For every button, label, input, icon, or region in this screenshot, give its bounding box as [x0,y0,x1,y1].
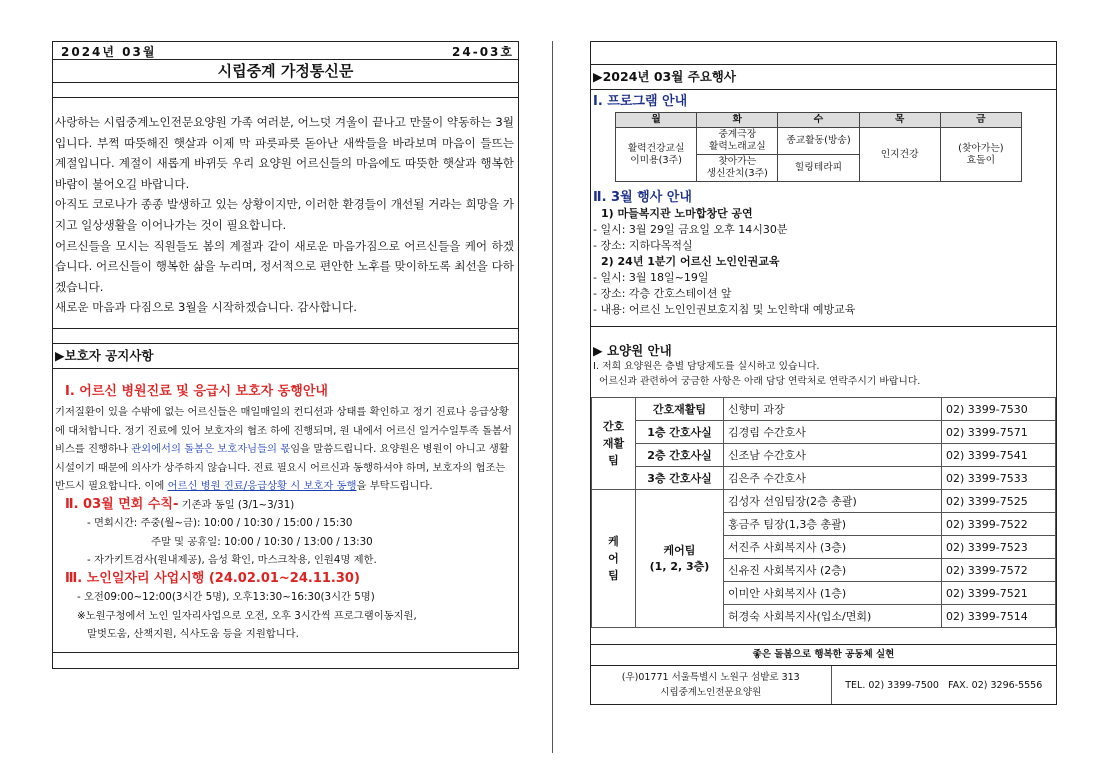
issue-number: 24-03호 [452,45,514,59]
event-1-date: - 일시: 3월 29일 금요일 오후 14시30분 [593,223,788,236]
staff-phone: 02) 3399-7522 [942,513,1056,536]
staff-name: 신조남 수간호사 [724,444,942,467]
day-header: 목 [859,113,940,128]
program-fri: (찾아가는) 효돌이 [940,128,1021,182]
staff-name: 신향미 과장 [724,398,942,421]
left-column [52,41,519,669]
guardian-notice-heading: ▶보호자 공지사항 [55,347,154,363]
staff-unit: 1층 간호사실 [636,421,724,444]
visit-rules-title: Ⅱ. 03월 면회 수칙- 기존과 동일 (3/1~3/31) [65,496,295,512]
staff-unit: 3층 간호사실 [636,467,724,490]
event-title: Ⅱ. 3월 행사 안내 [593,190,692,205]
intro-paragraph: 사랑하는 시립중계노인전문요양원 가족 여러분, 어느덧 겨울이 끝나고 만물이 약동하는 3월입니다. 부쩍 따뜻해진 햇살과 이제 막 파릇파릇 돋아난 새싹들을 바라보며 마음이 들뜨는 계절입니다. 계절이 새롭게 바뀌듯 우리 요양원 어르신들의 마음에도 따뜻한 햇살과 행복한 바람이 불어오길 바랍니다. [55,115,514,191]
staff-name: 신유진 사회복지사 (2층) [724,559,942,582]
day-header: 수 [778,113,859,128]
weekly-program-table [615,112,1022,182]
program-wed-1: 종교활동(방송) [778,128,859,155]
footer-address-block [591,666,831,704]
event-2-date: - 일시: 3월 18일~19일 [593,271,709,284]
staff-name: 김경림 수간호사 [724,421,942,444]
event-1-place: - 장소: 지하다목적실 [593,239,693,252]
facility-line-1: Ⅰ. 저희 요양원은 층별 담당제도를 실시하고 있습니다. [593,361,820,372]
staff-name: 서진주 사회복지사 (3층) [724,536,942,559]
contact-numbers: TEL. 02) 3399-7500 FAX. 02) 3296-5556 [845,679,1043,691]
staff-phone: 02) 3399-7572 [942,559,1056,582]
column-divider [552,41,553,753]
program-tue-1: 중계극장 활력노래교실 [697,128,778,155]
staff-contact-table [591,397,1056,628]
slogan: 좋은 돌봄으로 행복한 공동체 실현 [752,649,895,660]
senior-job-note-cont: 말벗도움, 산책지원, 식사도움 등을 지원합니다. [87,628,299,641]
staff-unit: 2층 간호사실 [636,444,724,467]
day-header: 월 [616,113,697,128]
staff-name: 김성자 선임팀장(2층 총괄) [724,490,942,513]
escort-link[interactable]: 어르신 병원 진료/응급상황 시 보호자 동행 [167,480,357,493]
nursing-team-label: 간호 재활 팀 [592,398,636,490]
staff-unit: 간호재활팀 [636,398,724,421]
event-2-title: 2) 24년 1분기 어르신 노인인권교육 [601,255,780,268]
events-section [591,90,1056,326]
staff-name: 김은주 수간호사 [724,467,942,490]
facility-heading: ▶ 요양원 안내 [593,343,672,358]
visit-requirements: - 자가키트검사(원내제공), 음성 확인, 마스크착용, 인원4명 제한. [87,554,377,567]
day-header: 금 [940,113,1021,128]
event-1-title: 1) 마들복지관 노마합창단 공연 [601,207,753,220]
event-2-content: - 내용: 어르신 노인인권보호지침 및 노인학대 예방교육 [593,303,856,316]
staff-phone: 02) 3399-7514 [942,605,1056,628]
hospital-visit-text: 기저질환이 있을 수밖에 없는 어르신들은 매일매일의 컨디션과 상태를 확인하고 정기 진료나 응급상황에 대처합니다. 정기 진료에 있어 보호자의 협조 하에 진행되며, 원 내에서 어르신 일거수일투족 돌봄서비스를 진행하나 관외에서의 돌봄은 보호자님들의 몫임을 말씀드립니다. 요양원은 병원이 아니고 생활시설이기 때문에 의사가 상주하지 않습니다. 진료 필요시 어르신과 동행하셔야 하며, 보호자의 협조는 반드시 필요합니다. 이에 어르신 병원 진료/응급상황 시 보호자 동행을 부탁드립니다. [55,406,512,493]
footer-info [591,666,1056,704]
facility-section [591,327,1056,644]
program-wed-2: 힐링테라피 [778,155,859,182]
intro-paragraph: 아직도 코로나가 종종 발생하고 있는 상황이지만, 이러한 환경들이 개선될 거라는 희망을 가지고 일상생활을 이어나가는 것이 필요합니다. [55,197,514,232]
staff-phone: 02) 3399-7571 [942,421,1056,444]
dateline [53,42,518,59]
events-heading: ▶2024년 03월 주요행사 [593,69,736,84]
staff-phone: 02) 3399-7525 [942,490,1056,513]
program-thu: 인지건강 [859,128,940,182]
senior-job-note: ※노원구청에서 노인 일자리사업으로 오전, 오후 3시간씩 프로그램이동지원, [77,609,417,622]
staff-phone: 02) 3399-7530 [942,398,1056,421]
staff-name: 홍금주 팀장(1,3층 총괄) [724,513,942,536]
program-mon: 활력건강교실 이미용(3주) [616,128,697,182]
staff-phone: 02) 3399-7533 [942,467,1056,490]
program-tue-2: 찾아가는 생신잔치(3주) [697,155,778,182]
staff-name: 허경숙 사회복지사(입소/면회) [724,605,942,628]
staff-phone: 02) 3399-7523 [942,536,1056,559]
intro-letter [53,98,518,328]
issue-date: 2024년 03월 [61,45,157,59]
guardian-notice [53,369,518,652]
visit-hours-weekday: - 면회시간: 주중(월~금): 10:00 / 10:30 / 15:00 / 15:30 [87,517,353,530]
page-title: 시립중계 가정통신문 [217,62,354,80]
visit-hours-weekend: 주말 및 공휴일: 10:00 / 10:30 / 13:00 / 13:30 [151,535,373,548]
care-team-unit: 케어팀 (1, 2, 3층) [636,490,724,628]
senior-job-hours: - 오전09:00~12:00(3시간 5명), 오후13:30~16:30(3시간 5명) [77,591,375,604]
event-2-place: - 장소: 각층 간호스테이션 앞 [593,287,732,300]
intro-paragraph: 어르신들을 모시는 직원들도 봄의 계절과 같이 새로운 마음가짐으로 어르신들을 케어 하겠습니다. 어르신들이 행복한 삶을 누리며, 정서적으로 편안한 노후를 맞이하도록 최선을 다하겠습니다. [55,238,514,294]
senior-job-title: Ⅲ. 노인일자리 사업시행 (24.02.01~24.11.30) [65,570,360,586]
right-column [590,41,1057,705]
staff-name: 이미안 사회복지사 (1층) [724,582,942,605]
program-title: Ⅰ. 프로그램 안내 [593,94,688,109]
care-team-label: 케 어 팀 [592,490,636,628]
facility-line-2: 어르신과 관련하여 궁금한 사항은 아래 담당 연락처로 연락주시기 바랍니다. [599,376,921,387]
hospital-visit-title: Ⅰ. 어르신 병원진료 및 응급시 보호자 동행안내 [65,383,328,399]
newsletter-frame-left [52,41,519,669]
intro-paragraph: 새로운 마음과 다짐으로 3월을 시작하겠습니다. 감사합니다. [55,300,357,315]
organization-name: 시립중계노인전문요양원 [660,687,762,698]
newsletter-frame-right [590,41,1057,705]
staff-phone: 02) 3399-7541 [942,444,1056,467]
address: (우)01771 서울특별시 노원구 섬밭로 313 [621,672,800,683]
day-header: 화 [697,113,778,128]
staff-phone: 02) 3399-7521 [942,582,1056,605]
